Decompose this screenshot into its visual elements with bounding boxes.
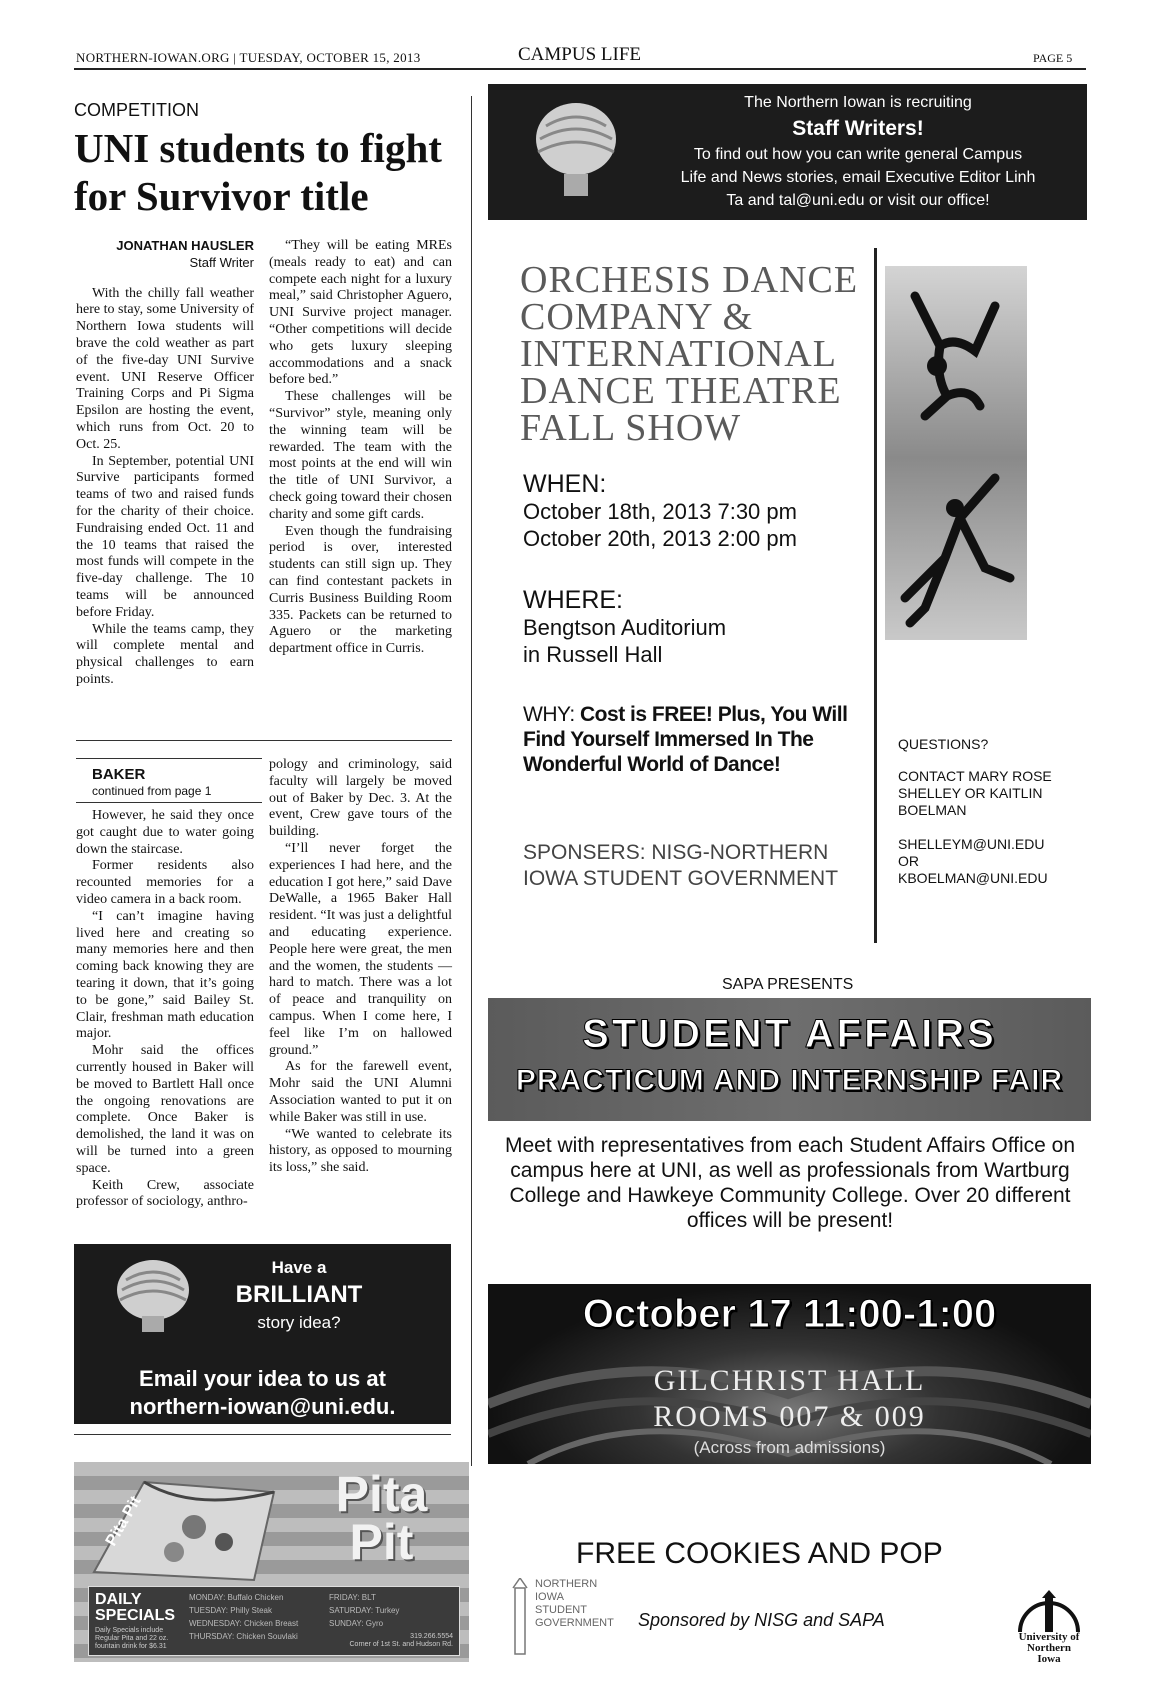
special-item: MONDAY: Buffalo Chicken: [189, 1593, 284, 1602]
paragraph: Mohr said the offices currently housed in Baker will be moved to Bartlett Hall once the ongoing renovations are complete. Once Baker is demolished, the land it was on will be turned into a green space.: [76, 1043, 254, 1176]
ad-separator: [74, 1434, 451, 1435]
article-headline: UNI students to fight for Survivor title: [74, 125, 442, 219]
venue: in Russell Hall: [523, 642, 663, 667]
article-column-2: [269, 238, 452, 658]
dancer-photo: [885, 458, 1027, 640]
fair-banner: [488, 998, 1091, 1121]
paragraph: As for the farewell event, Mohr said the UNI Alumni Association wanted to put it on while Baker was still in use.: [269, 1059, 452, 1125]
dancer-photo: [885, 266, 1027, 458]
paragraph: pology and criminology, said faculty will largely be moved out of Baker by Dec. 3. At the event, Crew gave tours of the building.: [269, 757, 452, 840]
header-rule: [74, 68, 1086, 70]
campanile-icon: [505, 1578, 535, 1658]
jump-subtitle: continued from page 1: [92, 784, 212, 798]
ad-line: story idea?: [257, 1313, 341, 1332]
uni-line: University of: [1018, 1631, 1080, 1643]
baker-column-2: [269, 757, 452, 1177]
fair-building: GILCHRIST HALL: [653, 1364, 926, 1397]
why-label: WHY:: [523, 703, 575, 726]
when-details: [523, 498, 797, 552]
where-label: WHERE:: [523, 586, 623, 614]
uni-line: Iowa: [1037, 1653, 1061, 1665]
contact-emails: [898, 836, 1078, 887]
uni-line: Northern: [1027, 1642, 1071, 1654]
paragraph: “We wanted to celebrate its history, as opposed to mourning its loss,” she said.: [269, 1126, 452, 1176]
special-item: TUESDAY: Philly Steak: [189, 1606, 272, 1615]
header-dateline: NORTHERN-IOWAN.ORG | TUESDAY, OCTOBER 15, 2013: [76, 50, 421, 65]
dancer-silhouette-icon: [885, 266, 1027, 458]
byline: [76, 238, 254, 272]
venue: Bengtson Auditorium: [523, 615, 727, 640]
jump-title: BAKER: [92, 766, 146, 783]
specials-title: SPECIALS: [95, 1607, 176, 1624]
dancer-silhouette-icon: [885, 458, 1027, 640]
fair-event-banner: [488, 1284, 1091, 1464]
column-divider: [471, 96, 472, 1466]
ad-line: Email your idea to us at: [139, 1366, 386, 1391]
address: Corner of 1st St. and Hudson Rd.: [349, 1641, 453, 1648]
article-kicker: COMPETITION: [74, 100, 199, 120]
special-item: SUNDAY: Gyro: [329, 1619, 384, 1628]
paragraph: These challenges will be “Survivor” style, meaning only the winning team will be rewarded. The team with the most points at the end will win the title of UNI Survivor, a check going toward their chosen charity and some gift cards.: [269, 389, 452, 522]
uni-logo: [1010, 1588, 1088, 1666]
paragraph: While the teams camp, they will complete mental and physical challenges to earn points.: [76, 621, 254, 687]
or-text: OR: [898, 853, 919, 869]
fair-date-time: October 17 11:00-1:00: [582, 1292, 997, 1336]
pita-pit-logo: Pita Pit: [335, 1466, 428, 1570]
fair-description: Meet with representatives from each Student Affairs Office on campus here at UNI, as well as professionals from Wartburg College and Hawkeye Community College. Over 20 different offices will be present!: [505, 1134, 1076, 1232]
sponsor-line: Sponsored by NISG and SAPA: [638, 1610, 885, 1630]
pita-wrap-image: [84, 1472, 284, 1582]
section-title: CAMPUS LIFE: [518, 44, 641, 65]
ad-line: Staff Writers!: [792, 117, 924, 140]
fair-subtitle: PRACTICUM AND INTERNSHIP FAIR: [515, 1064, 1064, 1097]
fair-title: STUDENT AFFAIRS: [582, 1012, 997, 1056]
why-text: Cost is FREE! Plus, You Will Find Yourself Immersed In The Wonderful World of Dance!: [523, 703, 848, 776]
paragraph: “They will be eating MREs (meals ready to eat) and can compete each night for a luxury meal,” said Christopher Aguero, UNI Survive project manager. “Other competitions will decide who gets luxury sleeping accommodations and a snack before bed.”: [269, 238, 452, 388]
paragraph: Even though the fundraising period is over, interested students can still sign up. They can find contestant packets in Curris Business Building Room 335. Packets can be returned to Aguero or the marketing department office in Curris.: [269, 523, 452, 657]
special-item: SATURDAY: Turkey: [329, 1606, 400, 1615]
special-item: WEDNESDAY: Chicken Breast: [189, 1619, 299, 1628]
ad-line: To find out how you can write general Campus: [693, 146, 1023, 163]
ad-email: northern-iowan@uni.edu.: [129, 1394, 396, 1419]
specials-list-2: [329, 1591, 399, 1630]
uni-wordmark: [1010, 1632, 1088, 1665]
staff-writers-ad: [488, 84, 1087, 220]
article-column-1: [76, 238, 254, 689]
dance-sponsors: SPONSERS: NISG-NORTHERN IOWA STUDENT GOVERNMENT: [523, 841, 839, 890]
ad-line: Life and News stories, email Executive Editor Linh: [680, 169, 1036, 186]
ad-line: The Northern Iowan is recruiting: [744, 94, 972, 111]
wrap-label: Pita Pit: [102, 1493, 145, 1549]
paragraph: With the chilly fall weather here to stay, some University of Northern Iowa students will brave the cold weather as part of the five-day UNI Survive event. UNI Reserve Officer Training Corps and Pi Sigma Epsilon are hosting the event, which runs from Oct. 20 to Oct. 25.: [76, 285, 254, 452]
paragraph: However, he said they once got caught due to water going down the staircase.: [76, 808, 254, 857]
fair-rooms: ROOMS 007 & 009: [653, 1400, 926, 1433]
pita-contact: [350, 1633, 454, 1649]
special-item: FRIDAY: BLT: [329, 1593, 376, 1602]
baker-column-1: [76, 808, 254, 1211]
author-name: JONATHAN HAUSLER: [116, 238, 254, 253]
special-item: THURSDAY: Chicken Souvlaki: [189, 1632, 298, 1641]
fair-location-note: (Across from admissions): [693, 1438, 886, 1457]
paragraph: Former residents also recounted memories for a video camera in a back room.: [76, 858, 254, 907]
specials-note: Daily Specials include Regular Pita and 22 oz. fountain drink for $6.31: [95, 1627, 169, 1650]
paragraph: “I can’t imagine having lived here and creating so many memories here and then coming back knowing they are tearing it down, that it’s going to be gone,” said Bailey St. Clair, freshman math education major.: [76, 908, 254, 1042]
nisg-logo-text: NORTHERN IOWA STUDENT GOVERNMENT: [535, 1578, 614, 1629]
questions-label: QUESTIONS?: [898, 736, 989, 752]
ad-line: Have a: [271, 1258, 327, 1277]
where-details: [523, 614, 726, 668]
daily-specials-box: [88, 1586, 460, 1656]
specials-title: DAILY: [95, 1591, 142, 1608]
uni-seal-icon: [1010, 1588, 1088, 1632]
email: SHELLEYM@UNI.EDU: [898, 836, 1045, 852]
paragraph: Keith Crew, associate professor of sociology, anthro-: [76, 1177, 254, 1210]
jump-rule-bottom: [76, 802, 262, 803]
author-role: Staff Writer: [189, 254, 254, 270]
show-date: October 18th, 2013 7:30 pm: [523, 499, 797, 524]
dance-show-title: ORCHESIS DANCE COMPANY & INTERNATIONAL DANCE THEATRE FALL SHOW: [520, 259, 859, 449]
article-separator: [76, 740, 452, 741]
lightbulb-icon: [108, 1252, 198, 1342]
email: KBOELMAN@UNI.EDU: [898, 870, 1048, 886]
paragraph: “I’ll never forget the experiences I had here, and the education I got here,” said Dave DeWalle, a 1965 Baker Hall resident. “It was just a delightful and educating experience. People here were great, the men and the women, the students — hard to match. There was a lot of peace and tranquility on campus. When I come here, I feel like I’m on hallowed ground.”: [269, 840, 452, 1058]
nisg-logo: [505, 1578, 615, 1660]
ad-line: Ta and tal@uni.edu or visit our office!: [726, 192, 990, 209]
pita-pit-ad: [74, 1462, 469, 1662]
ad-line: BRILLIANT: [235, 1281, 363, 1308]
phone-number: 319.266.5554: [410, 1633, 453, 1640]
paragraph: In September, potential UNI Survive participants formed teams of two and raised funds for the charity of their choice. Fundraising ended Oct. 11 and the 10 teams that raised the most funds will compete in the five-day challenge. The 10 teams will be announced before Friday.: [76, 453, 254, 620]
lightbulb-icon: [526, 94, 626, 204]
jump-rule-top: [76, 758, 262, 759]
page-number: PAGE 5: [1033, 51, 1073, 65]
why-details: [523, 702, 863, 777]
story-idea-ad: [74, 1244, 451, 1424]
when-label: WHEN:: [523, 470, 607, 498]
dance-divider: [874, 248, 877, 943]
sapa-presents: SAPA PRESENTS: [722, 976, 854, 993]
free-food: FREE COOKIES AND POP: [576, 1537, 943, 1570]
show-date: October 20th, 2013 2:00 pm: [523, 526, 797, 551]
contact-names: CONTACT MARY ROSE SHELLEY OR KAITLIN BOELMAN: [898, 768, 1052, 818]
